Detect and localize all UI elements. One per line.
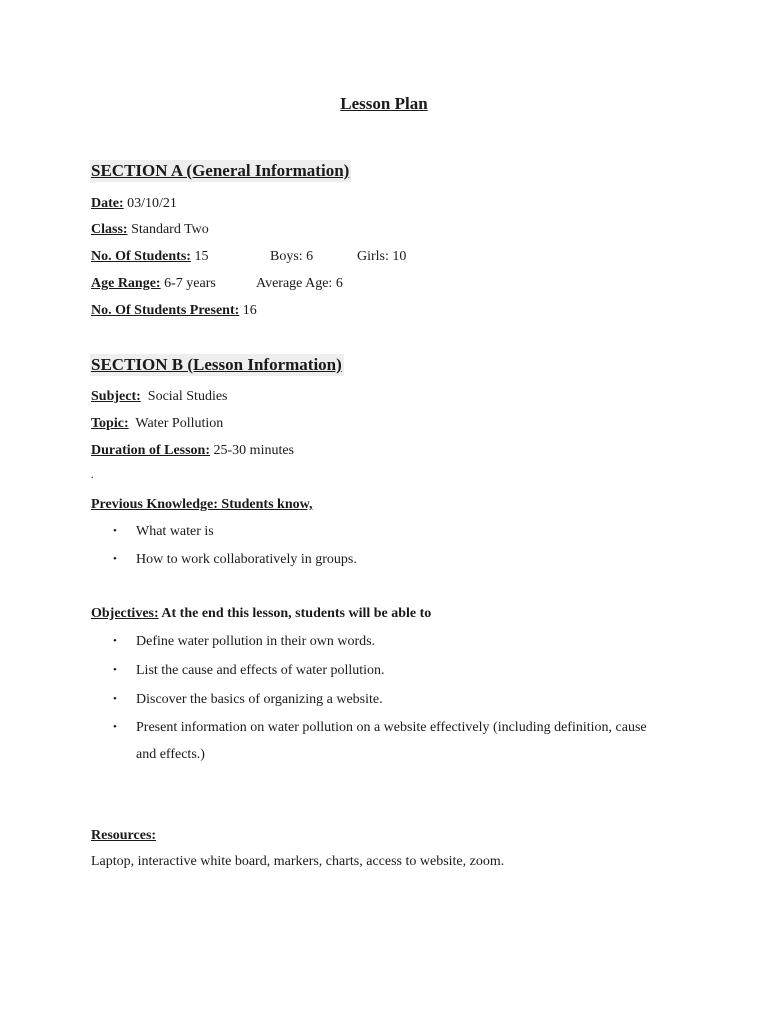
topic-value: Water Pollution bbox=[128, 416, 224, 431]
bullet-icon: • bbox=[113, 525, 117, 537]
age-range-row bbox=[91, 275, 216, 293]
duration-row bbox=[91, 442, 294, 460]
date-value: 03/10/21 bbox=[123, 196, 177, 211]
objectives-label: Objectives: bbox=[91, 606, 159, 621]
boys-count: Boys: 6 bbox=[270, 249, 314, 264]
duration-value: 25-30 minutes bbox=[210, 443, 295, 458]
duration-label: Duration of Lesson: bbox=[91, 443, 211, 458]
bullet-icon: • bbox=[113, 553, 117, 565]
section-b-heading: SECTION B (Lesson Information) bbox=[91, 355, 342, 374]
subject-label: Subject: bbox=[91, 389, 141, 404]
stray-mark: . bbox=[91, 470, 94, 481]
section-a-heading: SECTION A (General Information) bbox=[91, 161, 350, 180]
objectives-heading bbox=[91, 605, 431, 623]
list-item: • Discover the basics of organizing a website. bbox=[91, 686, 671, 713]
age-range-label: Age Range: bbox=[91, 276, 161, 291]
age-range-value: 6-7 years bbox=[160, 276, 216, 291]
list-item: • How to work collaboratively in groups. bbox=[91, 546, 671, 573]
list-item: • Present information on water pollution on a website effectively (including definition, cause and effects.) bbox=[91, 714, 651, 768]
girls-count: Girls: 10 bbox=[357, 249, 407, 264]
topic-label: Topic: bbox=[91, 416, 129, 431]
students-label: No. Of Students: bbox=[91, 249, 191, 264]
list-item: • List the cause and effects of water pollution. bbox=[91, 657, 671, 684]
subject-row bbox=[91, 388, 228, 406]
list-item: • What water is bbox=[91, 518, 671, 545]
present-label: No. Of Students Present: bbox=[91, 303, 240, 318]
students-row bbox=[91, 248, 208, 266]
present-value: 16 bbox=[239, 303, 257, 318]
resources-text: Laptop, interactive white board, markers, charts, access to website, zoom. bbox=[91, 854, 505, 869]
date-row bbox=[91, 195, 177, 213]
students-value: 15 bbox=[190, 249, 209, 264]
average-age: Average Age: 6 bbox=[256, 276, 343, 291]
subject-value: Social Studies bbox=[140, 389, 228, 404]
class-value: Standard Two bbox=[127, 222, 209, 237]
present-row bbox=[91, 302, 257, 320]
class-row bbox=[91, 221, 209, 239]
class-label: Class: bbox=[91, 222, 128, 237]
topic-row bbox=[91, 415, 223, 433]
list-item: • Define water pollution in their own words. bbox=[91, 628, 671, 655]
date-label: Date: bbox=[91, 196, 124, 211]
bullet-icon: • bbox=[113, 693, 117, 705]
bullet-icon: • bbox=[113, 635, 117, 647]
bullet-icon: • bbox=[113, 664, 117, 676]
resources-heading: Resources: bbox=[91, 828, 157, 843]
page-title: Lesson Plan bbox=[340, 94, 428, 113]
bullet-icon: • bbox=[113, 721, 117, 733]
previous-knowledge-heading: Previous Knowledge: Students know, bbox=[91, 497, 313, 512]
objectives-intro: At the end this lesson, students will be able to bbox=[158, 606, 432, 621]
